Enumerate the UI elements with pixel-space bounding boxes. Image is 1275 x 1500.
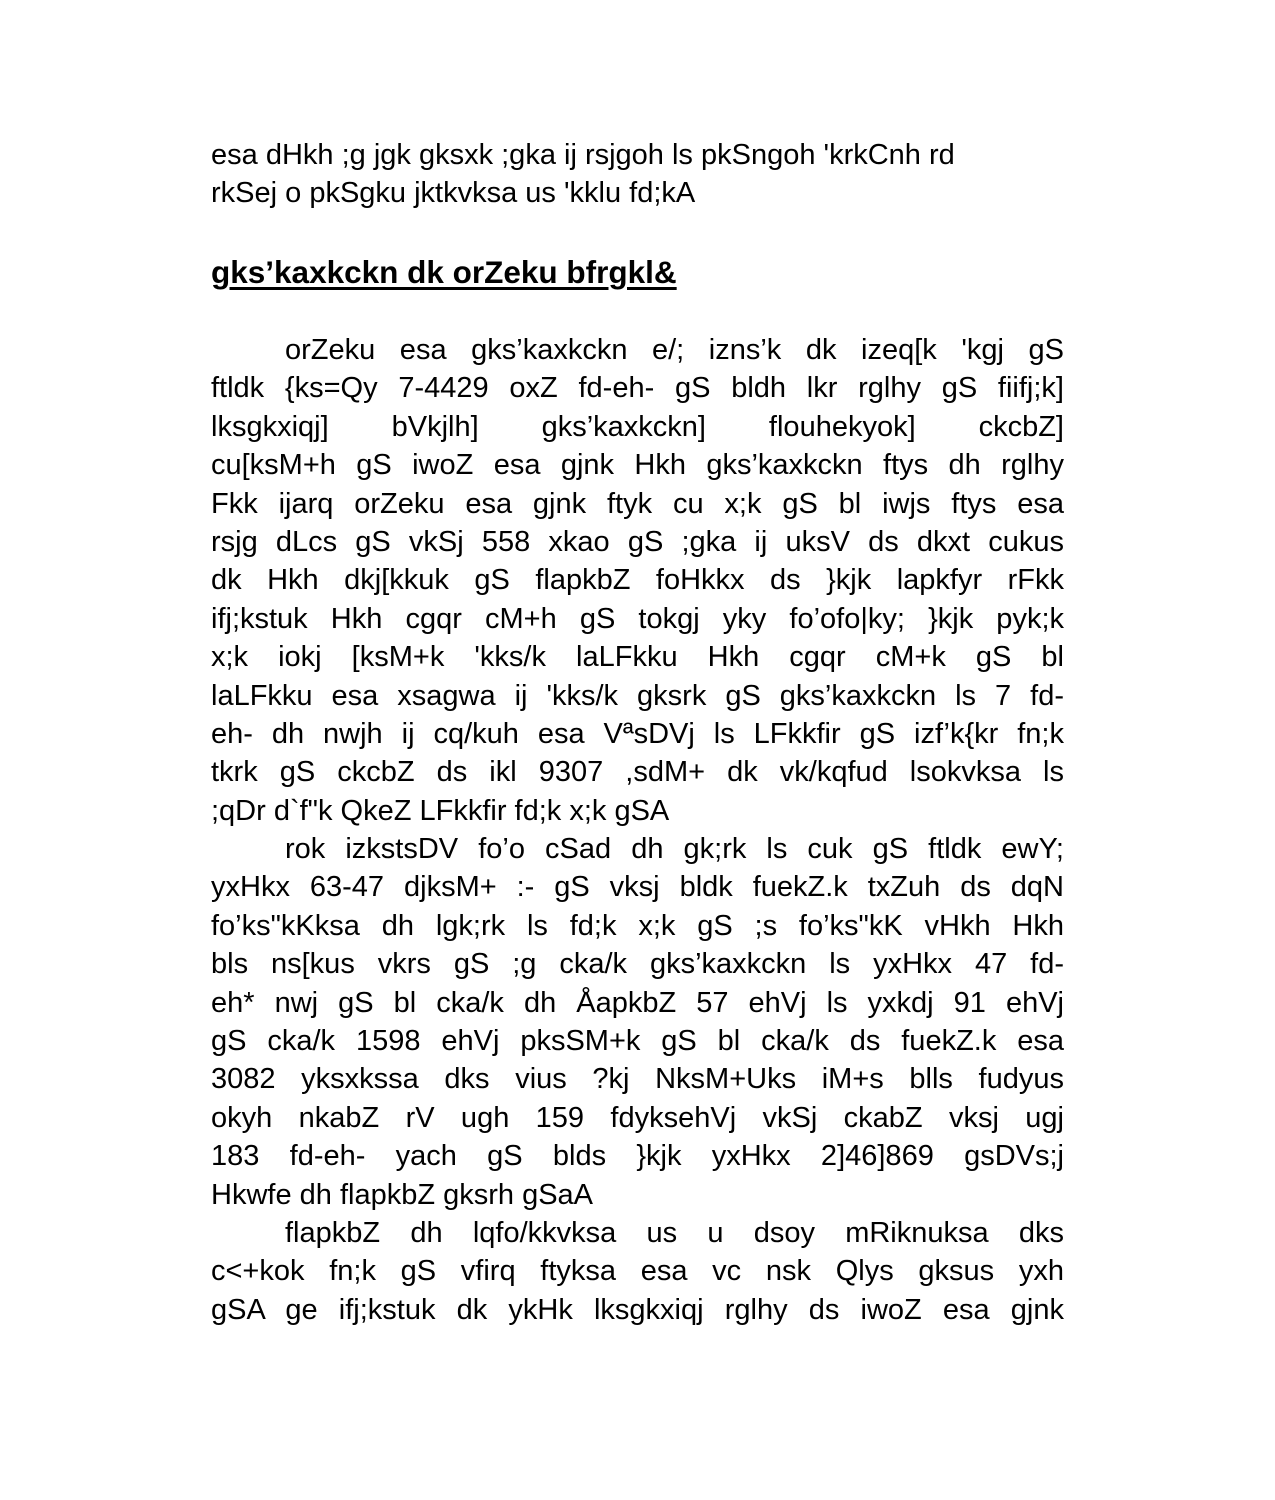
paragraph-line: cu[ksM+h gS iwoZ esa gjnk Hkh gks’kaxkckn ftys dh rglhy <box>211 449 1064 482</box>
paragraph-line: flapkbZ dh lqfo/kkvksa us u dsoy mRiknuksa dks <box>285 1216 1064 1249</box>
paragraph-line: bls ns[kus vkrs gS ;g cka/k gks’kaxkckn ls yxHkx 47 fd- <box>211 948 1064 981</box>
section-heading: gks’kaxkckn dk orZeku bfrgkl& <box>211 254 677 290</box>
paragraph-line: ifj;kstuk Hkh cgqr cM+h gS tokgj yky fo’ofo|ky; }kjk pyk;k <box>211 602 1064 635</box>
paragraph-line: rsjg dLcs gS vkSj 558 xkao gS ;gka ij uksV ds dkxt cukus <box>211 525 1064 558</box>
paragraph-line: tkrk gS ckcbZ ds ikl 9307 ,sdM+ dk vk/kqfud lsokvksa ls <box>211 756 1064 789</box>
paragraph-line: 3082 yksxkssa dks vius ?kj NksM+Uks iM+s blls fudyus <box>211 1063 1064 1096</box>
paragraph-line: dk Hkh dkj[kkuk gS flapkbZ foHkkx ds }kjk lapkfyr rFkk <box>211 564 1064 597</box>
intro-paragraph <box>211 136 1064 213</box>
intro-line: rkSej o pkSgku jktkvksa us 'kklu fd;kA <box>211 177 696 210</box>
paragraph-line: 183 fd-eh- yach gS blds }kjk yxHkx 2]46]869 gsDVs;j <box>211 1140 1064 1173</box>
paragraph-line: c<+kok fn;k gS vfirq ftyksa esa vc nsk Qlys gksus yxh <box>211 1255 1064 1288</box>
paragraph-line: orZeku esa gks’kaxkckn e/; izns’k dk izeq[k 'kgj gS <box>285 334 1064 366</box>
paragraph-line: yxHkx 63-47 djksM+ :- gS vksj bldk fuekZ.k txZuh ds dqN <box>211 871 1064 904</box>
paragraph-line: fo’ks"kKksa dh lgk;rk ls fd;k x;k gS ;s fo’ks"kK vHkh Hkh <box>211 909 1064 942</box>
paragraph-line: lksgkxiqj] bVkjlh] gks’kaxkckn] flouhekyok] ckcbZ] <box>211 410 1064 443</box>
paragraph-line: eh* nwj gS bl cka/k dh ÅapkbZ 57 ehVj ls yxkdj 91 ehVj <box>211 986 1064 1019</box>
body-text <box>211 331 1064 1329</box>
paragraph-line: laLFkku esa xsagwa ij 'kks/k gksrk gS gks’kaxkckn ls 7 fd- <box>211 679 1064 712</box>
paragraph-line: gSA ge ifj;kstuk dk ykHk lksgkxiqj rglhy ds iwoZ esa gjnk <box>211 1293 1064 1326</box>
paragraph-line: ;qDr d`f"k QkeZ LFkkfir fd;k x;k gSA <box>211 794 670 827</box>
paragraph-line: gS cka/k 1598 ehVj pksSM+k gS bl cka/k ds fuekZ.k esa <box>211 1025 1064 1058</box>
paragraph-line: Hkwfe dh flapkbZ gksrh gSaA <box>211 1178 594 1211</box>
paragraph-line: eh- dh nwjh ij cq/kuh esa VªsDVj ls LFkkfir gS izf’k{kr fn;k <box>211 717 1064 750</box>
paragraph-line: okyh nkabZ rV ugh 159 fdyksehVj vkSj ckabZ vksj ugj <box>211 1101 1064 1134</box>
paragraph-line: rok izkstsDV fo’o cSad dh gk;rk ls cuk gS ftldk ewY; <box>285 833 1064 866</box>
paragraph-line: x;k iokj [ksM+k 'kks/k laLFkku Hkh cgqr cM+k gS bl <box>211 641 1064 674</box>
paragraph-line: Fkk ijarq orZeku esa gjnk ftyk cu x;k gS bl iwjs ftys esa <box>211 487 1064 520</box>
intro-line: esa dHkh ;g jgk gksxk ;gka ij rsjgoh ls pkSngoh 'krkCnh rd <box>211 139 955 171</box>
paragraph-line: ftldk {ks=Qy 7-4429 oxZ fd-eh- gS bldh lkr rglhy gS fiifj;k] <box>211 372 1064 405</box>
